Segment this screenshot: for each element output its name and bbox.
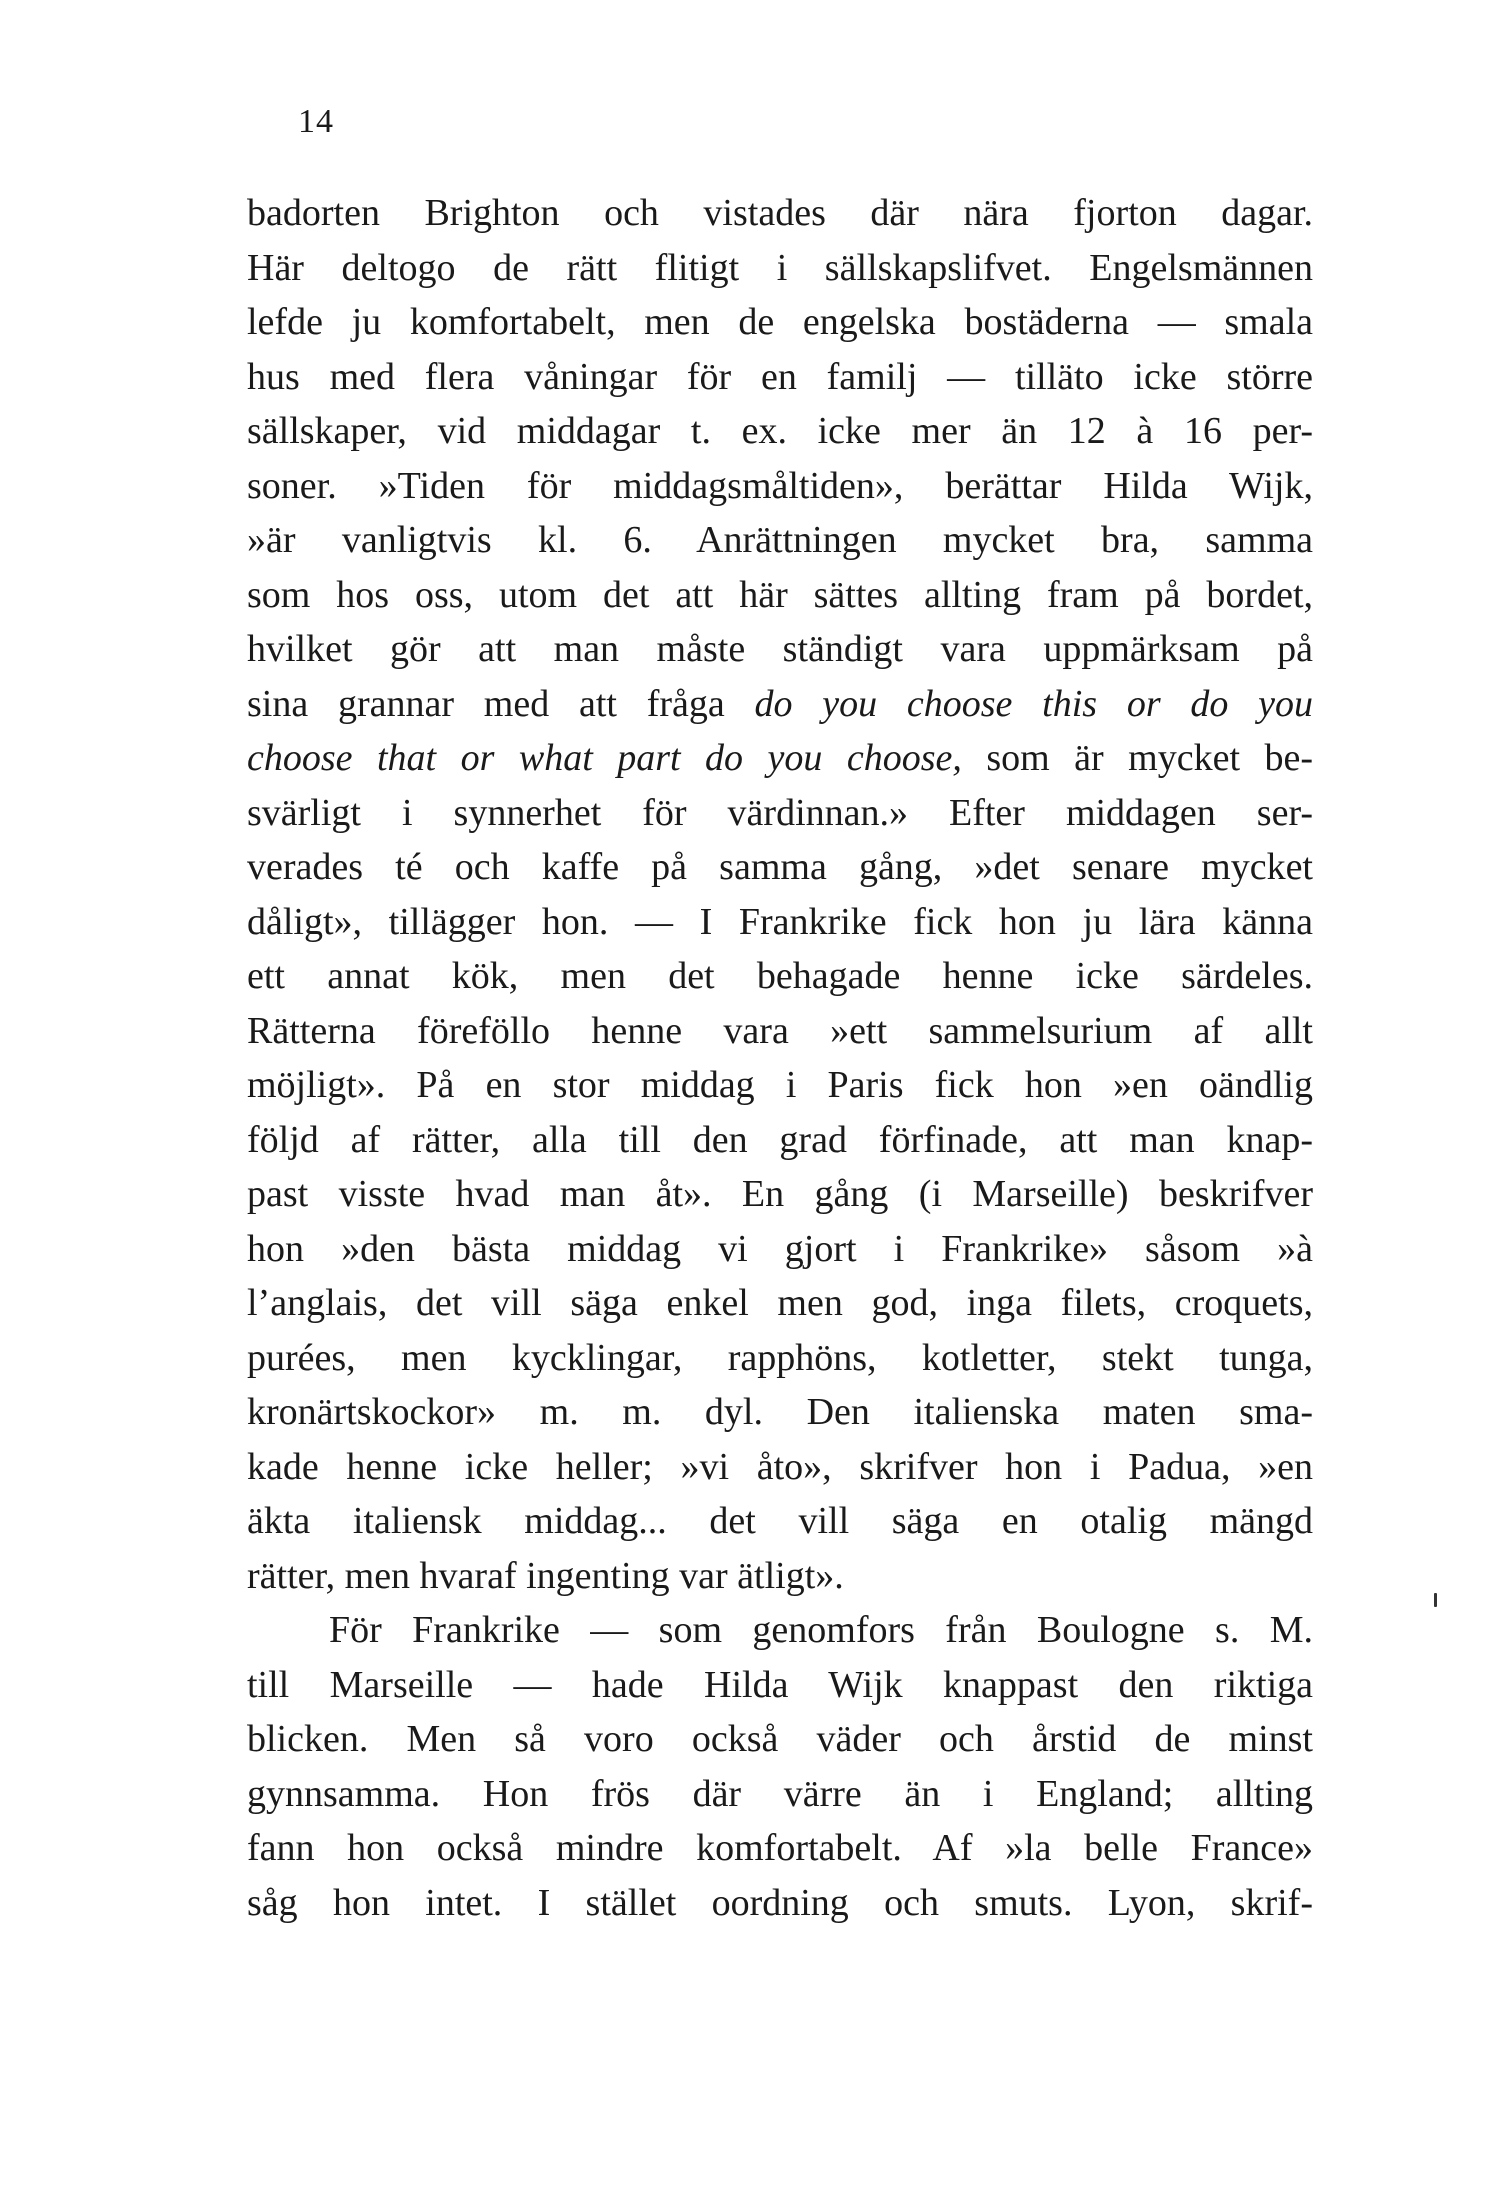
text-segment: soner. »Tiden för middagsmåltiden», berättar Hilda Wijk, bbox=[247, 464, 1313, 507]
text-line bbox=[247, 949, 1313, 1004]
text-line bbox=[247, 1658, 1313, 1713]
text-line bbox=[247, 1440, 1313, 1495]
text-line bbox=[247, 1876, 1313, 1931]
text-segment: kade henne icke heller; »vi åto», skrifver hon i Padua, »en bbox=[247, 1445, 1313, 1488]
text-segment: gynnsamma. Hon frös där värre än i England; allting bbox=[247, 1772, 1313, 1815]
text-line bbox=[247, 459, 1313, 514]
text-segment: lefde ju komfortabelt, men de engelska bostäderna — smala bbox=[247, 301, 1313, 343]
text-segment: Här deltogo de rätt flitigt i sällskapslifvet. Engelsmännen bbox=[247, 246, 1313, 289]
text-segment: kronärtskockor» m. m. dyl. Den italienska maten sma- bbox=[247, 1391, 1313, 1433]
text-line bbox=[247, 1767, 1313, 1822]
text-line bbox=[247, 1276, 1313, 1331]
text-line bbox=[247, 1222, 1313, 1277]
text-segment: följd af rätter, alla till den grad förfinade, att man knap- bbox=[247, 1118, 1313, 1161]
text-line bbox=[247, 404, 1313, 459]
text-segment: past visste hvad man åt». En gång (i Marseille) beskrifver bbox=[247, 1173, 1313, 1215]
text-line bbox=[247, 1113, 1313, 1168]
text-segment: hvilket gör att man måste ständigt vara uppmärksam på bbox=[247, 628, 1313, 670]
text-segment: som är mycket be- bbox=[961, 737, 1313, 779]
text-line bbox=[247, 350, 1313, 405]
text-segment: blicken. Men så voro också väder och årstid de minst bbox=[247, 1718, 1313, 1760]
text-line bbox=[247, 186, 1313, 241]
text-segment: svärligt i synnerhet för värdinnan.» Efter middagen ser- bbox=[247, 791, 1313, 834]
italic-phrase: do you choose this or do you bbox=[754, 682, 1313, 725]
text-line bbox=[247, 1385, 1313, 1440]
text-line bbox=[247, 786, 1313, 841]
text-line bbox=[247, 513, 1313, 568]
text-line bbox=[247, 295, 1313, 350]
text-line bbox=[247, 568, 1313, 623]
text-line bbox=[247, 1058, 1313, 1113]
text-segment: till Marseille — hade Hilda Wijk knappast den riktiga bbox=[247, 1663, 1313, 1706]
text-line bbox=[247, 677, 1313, 732]
text-segment: sällskaper, vid middagar t. ex. icke mer än 12 à 16 per- bbox=[247, 410, 1313, 452]
text-line bbox=[247, 1004, 1313, 1059]
text-segment: Rätterna föreföllo henne vara »ett sammelsurium af allt bbox=[247, 1009, 1313, 1052]
text-segment: purées, men kycklingar, rapphöns, kotletter, stekt tunga, bbox=[247, 1336, 1313, 1379]
text-line bbox=[247, 1549, 1313, 1604]
text-segment: verades té och kaffe på samma gång, »det senare mycket bbox=[247, 846, 1313, 888]
text-segment: rätter, men hvaraf ingenting var ätligt». bbox=[247, 1554, 844, 1597]
text-line bbox=[247, 1494, 1313, 1549]
text-line bbox=[247, 1603, 1313, 1658]
text-line bbox=[247, 241, 1313, 296]
text-segment: badorten Brighton och vistades där nära fjorton dagar. bbox=[247, 192, 1313, 234]
text-line bbox=[247, 1821, 1313, 1876]
text-line bbox=[247, 840, 1313, 895]
text-line bbox=[247, 1167, 1313, 1222]
text-line bbox=[247, 731, 1313, 786]
text-segment: sina grannar med att fråga bbox=[247, 682, 755, 725]
text-segment: »är vanligtvis kl. 6. Anrättningen mycket bra, samma bbox=[247, 519, 1313, 561]
text-line bbox=[247, 1712, 1313, 1767]
text-line bbox=[247, 895, 1313, 950]
text-segment: hon »den bästa middag vi gjort i Frankrike» såsom »à bbox=[247, 1227, 1313, 1270]
text-line bbox=[247, 1331, 1313, 1386]
text-segment: såg hon intet. I stället oordning och smuts. Lyon, skrif- bbox=[247, 1881, 1313, 1924]
text-segment: möjligt». På en stor middag i Paris fick hon »en oändlig bbox=[247, 1064, 1313, 1106]
page-number: 14 bbox=[298, 103, 334, 140]
text-segment: äkta italiensk middag... det vill säga en otalig mängd bbox=[247, 1500, 1313, 1542]
body-text bbox=[247, 186, 1313, 1930]
margin-speck bbox=[1434, 1593, 1437, 1607]
text-segment: hus med flera våningar för en familj — tilläto icke större bbox=[247, 355, 1313, 398]
italic-phrase: choose that or what part do you choose, bbox=[247, 737, 962, 779]
text-segment: ett annat kök, men det behagade henne icke särdeles. bbox=[247, 955, 1313, 997]
text-segment: l’anglais, det vill säga enkel men god, inga filets, croquets, bbox=[247, 1282, 1313, 1324]
text-line bbox=[247, 622, 1313, 677]
text-segment: fann hon också mindre komfortabelt. Af »la belle France» bbox=[247, 1827, 1313, 1869]
text-segment: För Frankrike — som genomfors från Boulogne s. M. bbox=[329, 1609, 1313, 1651]
text-segment: som hos oss, utom det att här sättes allting fram på bordet, bbox=[247, 573, 1313, 616]
text-segment: dåligt», tillägger hon. — I Frankrike fick hon ju lära känna bbox=[247, 900, 1313, 943]
